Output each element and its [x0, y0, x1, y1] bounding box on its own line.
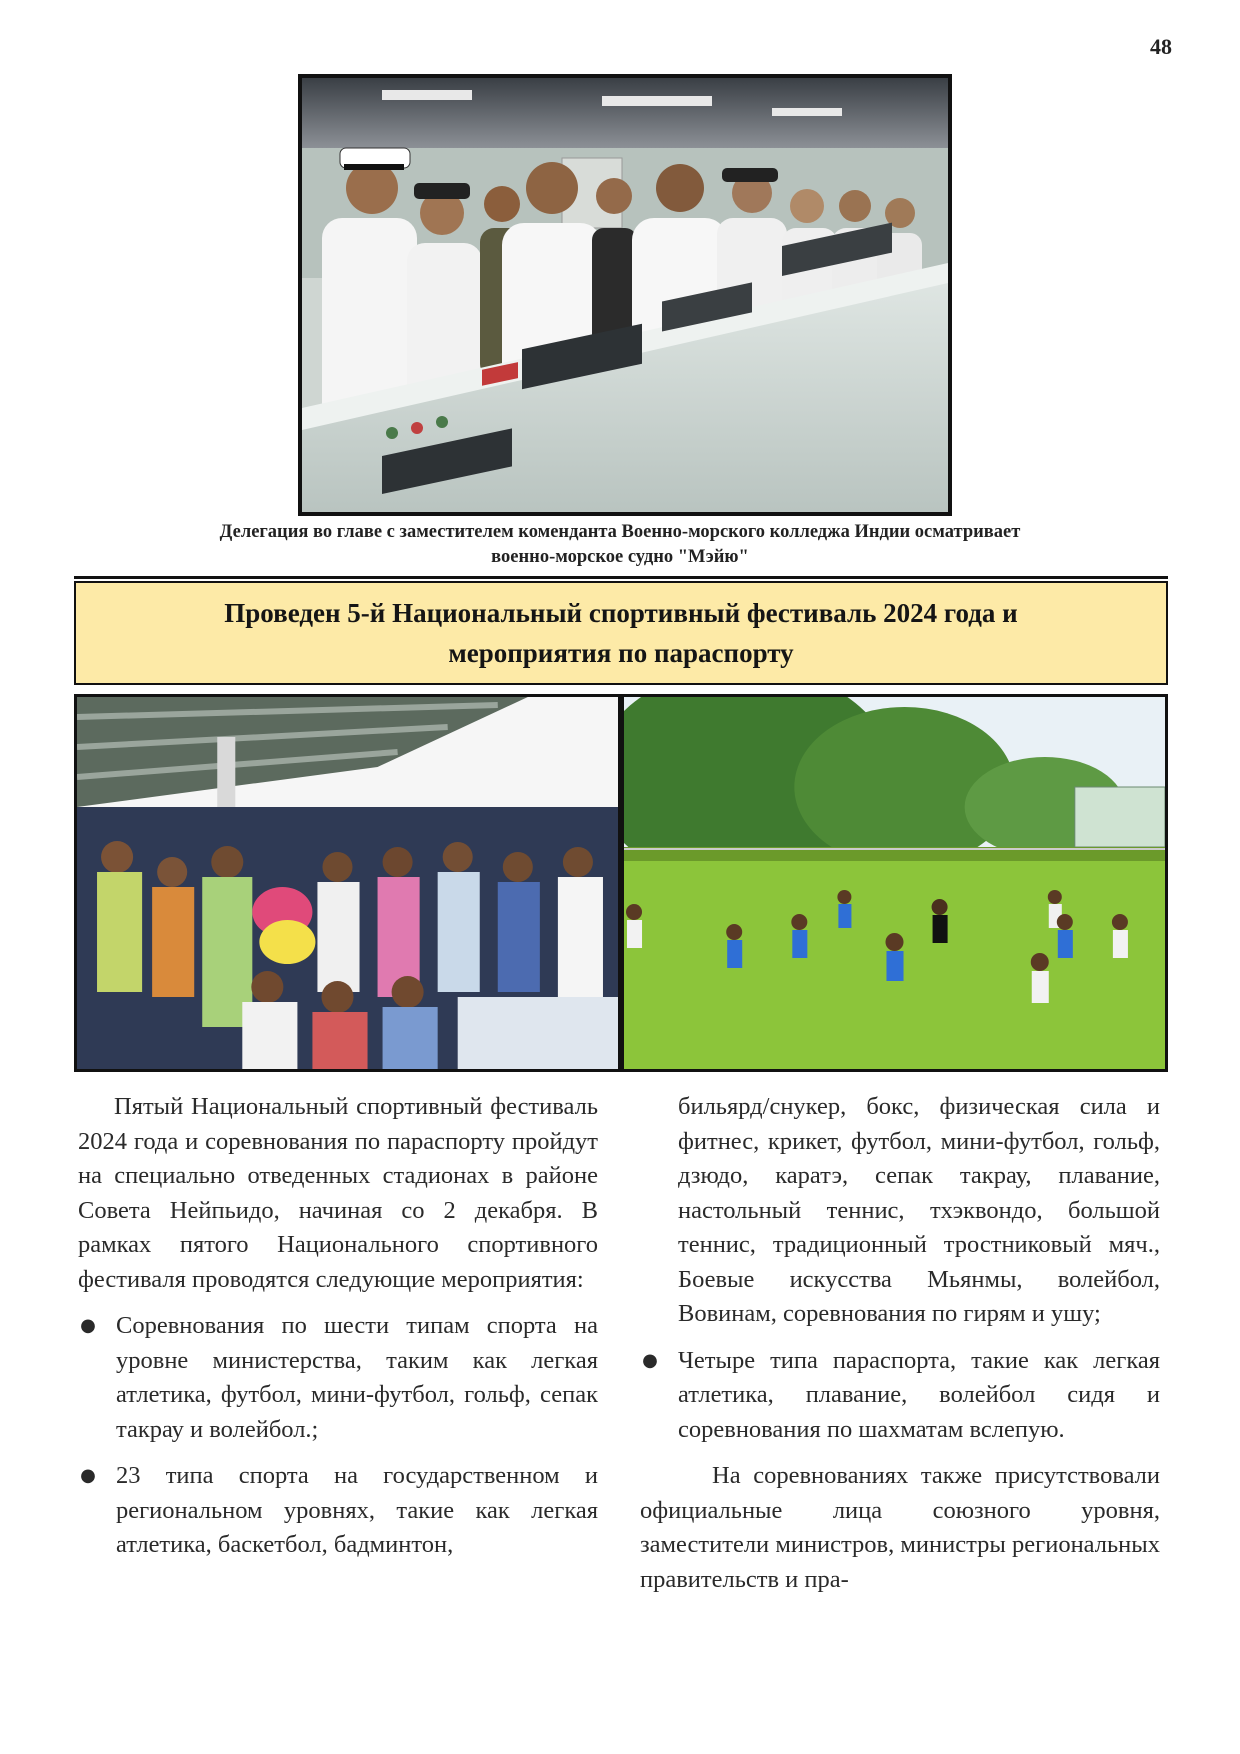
festival-photos	[74, 694, 1168, 1072]
list-item-text: 23 типа спорта на государственном и региональном уровнях, такие как легкая атлетика, баскетбол, бадминтон,	[116, 1462, 598, 1558]
headline-line-1: Проведен 5-й Национальный спортивный фестиваль 2024 года и	[224, 598, 1018, 628]
bullet-icon: ●	[642, 1349, 658, 1371]
caption-line-1: Делегация во главе с заместителем коменданта Военно-морского колледжа Индии осматривает	[219, 522, 1021, 542]
left-bullet-list	[78, 1309, 598, 1563]
football-match-photo	[624, 697, 1165, 1069]
intro-paragraph: Пятый Национальный спортивный фестиваль 2024 года и соревнования по параспорту пройдут на специально отведенных стадионах в районе Совета Нейпьидо, начиная со 2 декабря. В рамках пятого Национального спортивного фестиваля проводятся следующие мероприятия:	[78, 1093, 598, 1293]
section-divider	[74, 576, 1168, 579]
page-number: 48	[1150, 34, 1172, 59]
ship-bridge-photo	[298, 74, 952, 516]
list-item	[642, 1344, 1160, 1448]
stadium-crowd-photo	[77, 697, 618, 1069]
list-item	[80, 1459, 598, 1563]
closing-paragraph: На соревнованиях также присутствовали официальные лица союзного уровня, заместители министров, министры региональных правительств и пра-	[640, 1462, 1160, 1593]
caption-line-2: военно-морское судно "Мэйю"	[491, 547, 749, 567]
bullet-icon: ●	[80, 1465, 96, 1486]
left-column	[78, 1090, 598, 1575]
headline-line-2: мероприятия по параспорту	[448, 638, 794, 668]
list-item-text: Четыре типа параспорта, такие как легкая атлетика, плавание, волейбол сидя и соревнования по шахматам вслепую.	[678, 1346, 1160, 1443]
right-column	[640, 1090, 1160, 1609]
headline-box	[74, 581, 1168, 685]
bullet-icon: ●	[80, 1315, 96, 1336]
crowd-illustration	[77, 697, 618, 1069]
headline	[131, 593, 1111, 673]
ship-bridge-illustration	[302, 78, 948, 512]
list-item-text: Соревнования по шести типам спорта на уровне министерства, таким как легкая атлетика, футбол, мини-футбол, гольф, сепак такрау и волейбол.;	[116, 1312, 598, 1443]
right-bullet-list	[640, 1344, 1160, 1448]
list-item	[80, 1309, 598, 1447]
football-illustration	[624, 697, 1165, 1069]
bullet-continuation: бильярд/снукер, бокс, физическая сила и фитнес, крикет, футбол, мини-футбол, гольф, дзюдо, каратэ, сепак такрау, плавание, настольный теннис, тхэквондо, большой теннис, традиционный тростниковый мяч., Боевые искусства Мьянмы, волейбол, Вовинам, соревнования по гирям и ушу;	[678, 1093, 1160, 1327]
photo-caption	[120, 520, 1120, 570]
